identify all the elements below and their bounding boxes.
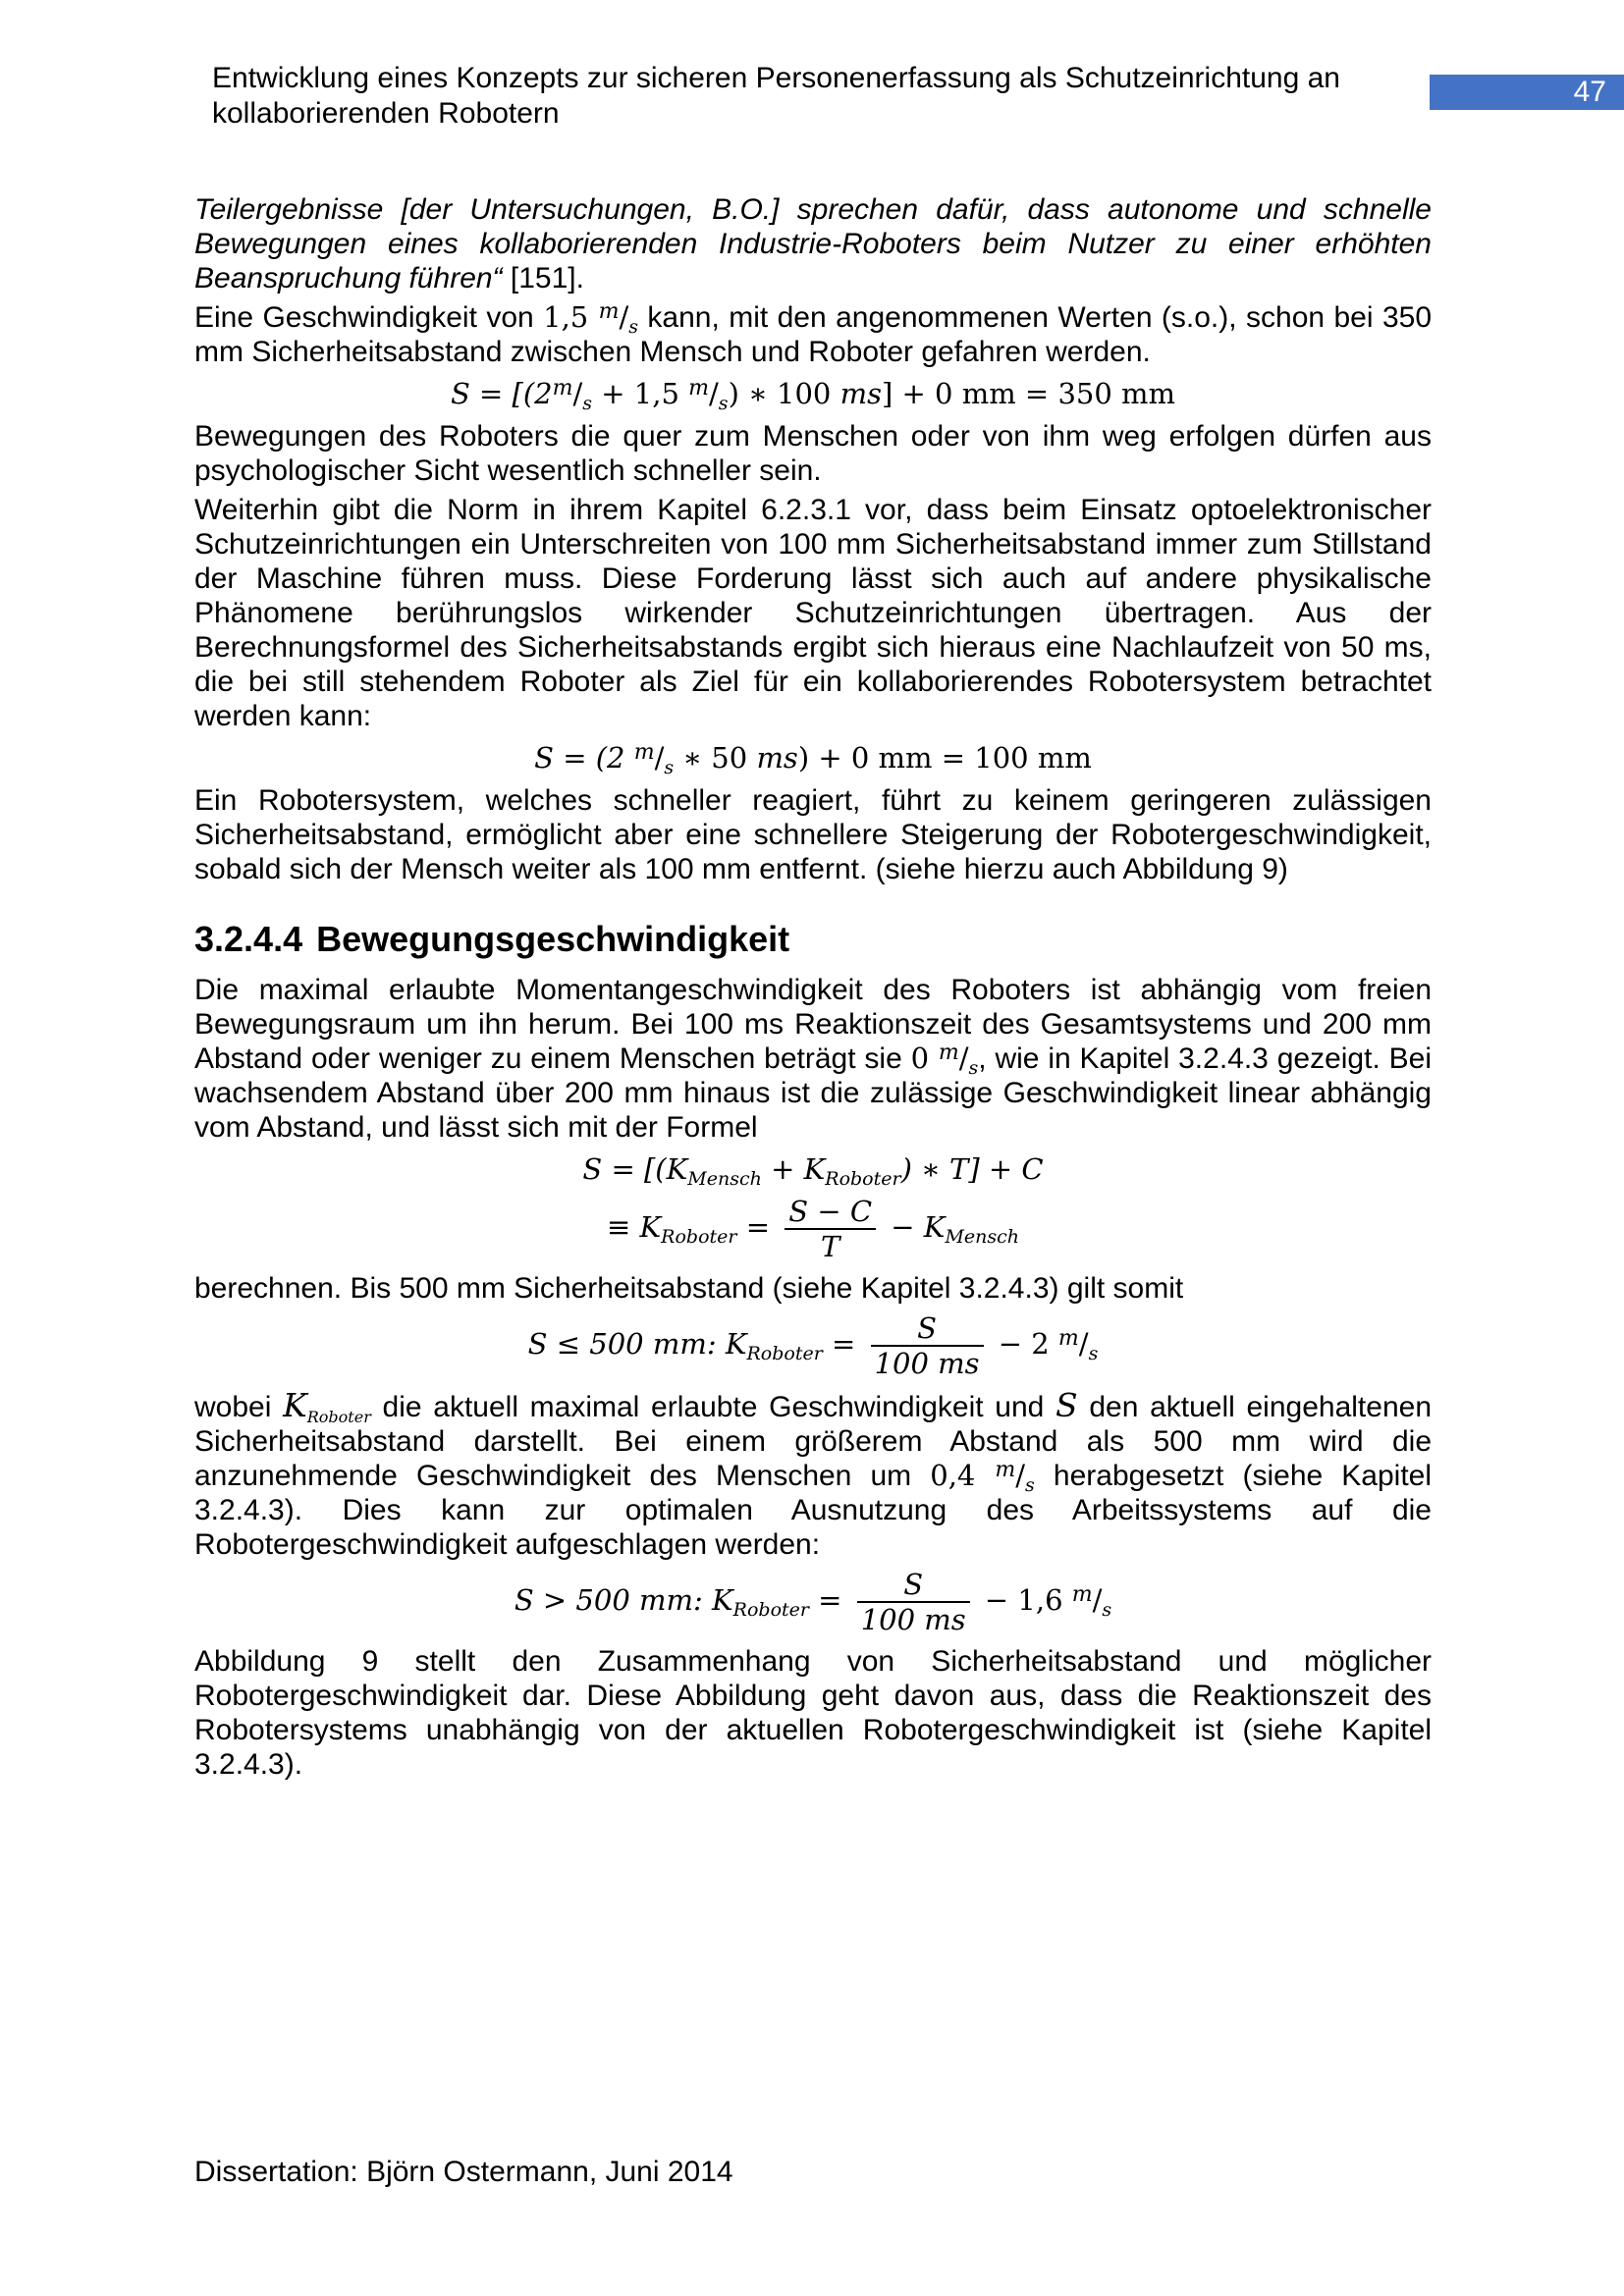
section-title: Bewegungsgeschwindigkeit xyxy=(316,919,790,959)
equation-2: S = (2 $^m/_s$ ∗ 50 ms) + 0 mm = 100 mm xyxy=(534,740,1092,778)
section-number: 3.2.4.4 xyxy=(194,919,303,959)
page-number: 47 xyxy=(1430,75,1624,110)
paragraph-figure-ref: Abbildung 9 stellt den Zusammenhang von Sicherheitsabstand und möglicher Robotergeschwindigkeit dar. Diese Abbildung geht davon aus, dass die Reaktionszeit des Robotersystems unabhängig von der aktuellen Robotergeschwindigkeit ist (siehe Kapitel 3.2.4.3). xyxy=(194,1645,1432,1781)
quote-reference: [151]. xyxy=(502,262,584,294)
p1-text-b: kann, mit den angenommenen Werten (s.o.), schon bei 350 mm Sicherheitsabstand zwischen Mensch und Roboter gefahren werden. xyxy=(194,301,1433,368)
p7-value: 0,4 $^m/_s$ xyxy=(930,1458,1035,1496)
p1-value: 1,5 $^m/_s$ xyxy=(543,299,638,338)
section-heading xyxy=(194,920,1432,959)
equation-4: ≡ $K_{Roboter}$ = $\frac{S - C}{T}$ − $K_{Mensch}$ xyxy=(606,1195,1020,1263)
p1-text-a: Eine Geschwindigkeit von xyxy=(194,301,544,334)
page-body xyxy=(194,192,1432,1787)
header-title-line1: Entwicklung eines Konzepts zur sicheren Personenerfassung als Schutzeinrichtung an xyxy=(212,62,1340,94)
paragraph-wobei: wobei $K_{Roboter}$ die aktuell maximal erlaubte Geschwindigkeit und S den aktuell eingehaltenen Sicherheitsabstand darstellt. Bei einem größerem Abstand als 500 mm wird die anzunehmende Geschwindigkeit des Menschen um 0,4 $^m/_s$ herabgesetzt (siehe Kapitel 3.2.4.3). Dies kann zur optimalen Ausnutzung des Arbeitssystems auf die Robotergeschwindigkeit aufgeschlagen werden: xyxy=(194,1386,1433,1561)
quote-paragraph xyxy=(194,192,1432,295)
equation-3: $S = [(K_{Mensch} + K_{Roboter})$ ∗ T] + C xyxy=(582,1152,1044,1190)
k-roboter-symbol: $K_{Roboter}$ xyxy=(283,1386,371,1426)
paragraph-psychology: Bewegungen des Roboters die quer zum Menschen oder von ihm weg erfolgen dürfen aus psychologischer Sicht wesentlich schneller sein. xyxy=(194,420,1432,487)
paragraph-max-speed: Die maximal erlaubte Momentangeschwindigkeit des Roboters ist abhängig vom freien Bewegungsraum um ihn herum. Bei 100 ms Reaktionszeit des Gesamtsystems und 200 mm Abstand oder weniger zu einem Menschen beträgt sie 0 $^m/_s$, wie in Kapitel 3.2.4.3 gezeigt. Bei wachsendem Abstand über 200 mm hinaus ist die zulässige Geschwindigkeit linear abhängig vom Abstand, und lässt sich mit der Formel xyxy=(194,974,1433,1144)
equation-6: S > 500 mm: $K_{Roboter}$ = $\frac{S}{100 ms}$ − 1,6 $^m/_s$ xyxy=(514,1568,1112,1636)
header-title-line2: kollaborierenden Robotern xyxy=(212,97,560,130)
equation-5: S ≤ 500 mm: $K_{Roboter}$ = $\frac{S}{100 ms}$ − 2 $^m/_s$ xyxy=(527,1311,1099,1380)
s-symbol: S xyxy=(1056,1386,1078,1424)
equation-1: $S = [(2^m/_s + 1,5$ $^m/_s$) ∗ 100 ms] + 0 mm = 350 mm xyxy=(450,376,1176,414)
paragraph-speed xyxy=(194,300,1432,369)
paragraph-norm: Weiterhin gibt die Norm in ihrem Kapitel 6.2.3.1 vor, dass beim Einsatz optoelektronischer Schutzeinrichtungen ein Unterschreiten von 100 mm Sicherheitsabstand immer zum Stillstand der Maschine führen muss. Diese Forderung lässt sich auch auf andere physikalische Phänomene berührungslos wirkender Schutzeinrichtungen übertragen. Aus der Berechnungsformel des Sicherheitsabstands ergibt sich hieraus eine Nachlaufzeit von 50 ms, die bei still stehendem Roboter als Ziel für ein kollaborierendes Robotersystem betrachtet werden kann: xyxy=(194,494,1432,732)
paragraph-compute: berechnen. Bis 500 mm Sicherheitsabstand (siehe Kapitel 3.2.4.3) gilt somit xyxy=(194,1272,1184,1305)
page-footer: Dissertation: Björn Ostermann, Juni 2014 xyxy=(194,2156,733,2188)
running-header xyxy=(212,61,1412,132)
quote-text: Teilergebnisse [der Untersuchungen, B.O.] sprechen dafür, dass autonome und schnelle Bewegungen eines kollaborierenden Industrie-Roboters beim Nutzer zu einer erhöhten Beanspruchung führen“ xyxy=(194,193,1432,294)
p5-value: 0 $^m/_s$ xyxy=(910,1041,979,1079)
paragraph-robotsystem: Ein Robotersystem, welches schneller reagiert, führt zu keinem geringeren zulässigen Sicherheitsabstand, ermöglicht aber eine schnellere Steigerung der Robotergeschwindigkeit, sobald sich der Mensch weiter als 100 mm entfernt. (siehe hierzu auch Abbildung 9) xyxy=(194,784,1432,885)
